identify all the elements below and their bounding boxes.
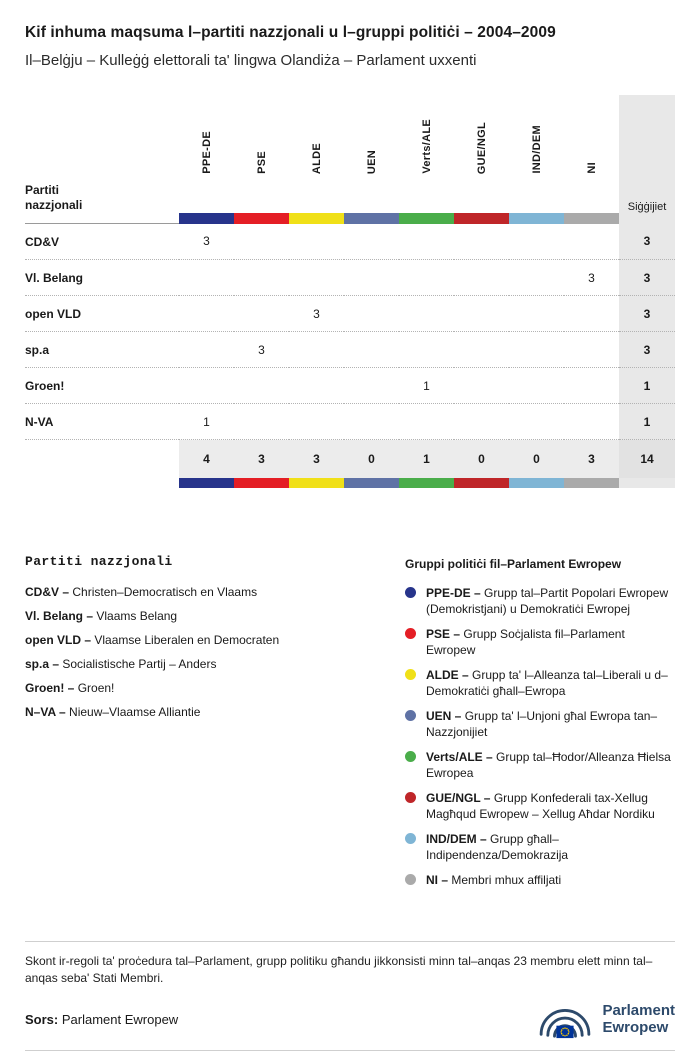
table-row — [25, 404, 675, 440]
legend-dot-icon — [405, 833, 416, 844]
seat-value-cell: 1 — [399, 368, 454, 404]
column-total-cell: 0 — [509, 440, 564, 479]
seat-value-cell — [179, 296, 234, 332]
legend-item: UEN – Grupp ta' l–Unjoni għal Ewropa tan–Nazzjonijiet — [405, 708, 675, 740]
group-color-bar — [454, 213, 509, 224]
legend-item: N–VA – Nieuw–Vlaamse Alliantie — [25, 705, 201, 719]
group-color-bar — [344, 213, 399, 224]
group-color-bar — [564, 213, 619, 224]
spacer-cell — [619, 213, 675, 224]
spacer-cell — [25, 478, 179, 488]
seat-value-cell — [564, 224, 619, 260]
group-color-bar — [509, 213, 564, 224]
column-header-ni: NI — [585, 162, 598, 174]
seat-value-cell: 3 — [179, 224, 234, 260]
column-header-ind-dem: IND/DEM — [530, 125, 543, 174]
seat-value-cell — [289, 260, 344, 296]
page-title: Kif inhuma maqsuma l–partiti nazzjonali u l–gruppi politiċi – 2004–2009 — [25, 24, 556, 41]
column-total-cell: 1 — [399, 440, 454, 479]
legend-item: PSE – Grupp Soċjalista fil–Parlament Ewropew — [405, 626, 675, 658]
seat-value-cell — [509, 404, 564, 440]
seat-value-cell: 3 — [564, 260, 619, 296]
table-row — [25, 368, 675, 404]
column-header-pse: PSE — [255, 151, 268, 174]
seat-value-cell — [289, 332, 344, 368]
seat-value-cell — [454, 260, 509, 296]
table-header-row — [25, 95, 675, 213]
seat-value-cell — [509, 260, 564, 296]
seat-value-cell — [234, 296, 289, 332]
seat-value-cell — [564, 404, 619, 440]
seat-value-cell — [344, 368, 399, 404]
seat-value-cell — [234, 404, 289, 440]
spacer-cell — [619, 478, 675, 488]
seat-value-cell — [454, 296, 509, 332]
row-total-cell: 1 — [619, 404, 675, 440]
legend-dot-icon — [405, 751, 416, 762]
group-color-bar — [289, 478, 344, 488]
seat-value-cell — [509, 332, 564, 368]
source-value: Parlament Ewropew — [61, 1011, 179, 1027]
seat-value-cell — [454, 404, 509, 440]
legend-parties-title: Partiti nazzjonali — [25, 554, 173, 569]
group-color-bar-row — [25, 213, 675, 224]
legend-section — [25, 554, 675, 897]
legend-dot-icon — [405, 874, 416, 885]
eu-flag-icon — [557, 1026, 574, 1038]
legend-item: Groen! – Groen! — [25, 681, 115, 695]
group-color-bar-row — [25, 478, 675, 488]
seat-value-cell — [564, 332, 619, 368]
column-header-verts-ale: Verts/ALE — [420, 119, 433, 174]
column-total-cell: 3 — [289, 440, 344, 479]
table-row — [25, 296, 675, 332]
party-name: open VLD — [25, 296, 179, 332]
group-color-bar — [179, 478, 234, 488]
legend-groups-title: Gruppi politiċi fil–Parlament Ewropew — [405, 557, 622, 571]
seat-value-cell — [399, 260, 454, 296]
legend-item: GUE/NGL – Grupp Konfederali tax-Xellug Magħqud Ewropew – Xellug Aħdar Nordiku — [405, 790, 675, 822]
column-total-cell: 0 — [344, 440, 399, 479]
column-total-cell: 0 — [454, 440, 509, 479]
seat-value-cell — [564, 368, 619, 404]
legend-dot-icon — [405, 587, 416, 598]
page-subtitle: Il–Belġju – Kulleġġ elettorali ta' lingwa Olandiża – Parlament uxxenti — [25, 52, 477, 69]
column-total-cell: 3 — [234, 440, 289, 479]
column-header-seats: Siġġijiet — [619, 95, 675, 213]
procedure-footnote: Skont ir-regoli ta' proċedura tal–Parlament, grupp politiku għandu jikkonsisti minn tal–anqas 23 membru elett minn tal–anqas seba' Stati Membri. — [25, 941, 675, 987]
seat-value-cell — [344, 332, 399, 368]
group-color-bar — [344, 478, 399, 488]
group-color-bar — [399, 213, 454, 224]
legend-item: IND/DEM – Grupp għall–Indipendenza/Demokrazija — [405, 831, 675, 863]
seat-value-cell — [289, 404, 344, 440]
seat-value-cell — [344, 260, 399, 296]
seat-value-cell — [234, 260, 289, 296]
hemicycle-icon — [536, 998, 594, 1040]
seat-value-cell — [509, 224, 564, 260]
row-total-cell: 3 — [619, 332, 675, 368]
table-row — [25, 260, 675, 296]
european-parliament-logo — [536, 998, 675, 1040]
group-color-bar — [564, 478, 619, 488]
seat-value-cell — [179, 332, 234, 368]
column-header-ppe-de: PPE-DE — [200, 131, 213, 174]
party-name: N-VA — [25, 404, 179, 440]
seat-value-cell: 1 — [179, 404, 234, 440]
legend-political-groups — [405, 554, 675, 897]
row-total-cell: 3 — [619, 224, 675, 260]
seat-value-cell — [399, 332, 454, 368]
spacer-cell — [25, 440, 179, 479]
legend-item: open VLD – Vlaamse Liberalen en Democraten — [25, 633, 280, 647]
table-row — [25, 332, 675, 368]
legend-dot-icon — [405, 710, 416, 721]
legend-item: NI – Membri mhux affiljati — [405, 872, 675, 888]
legend-dot-icon — [405, 792, 416, 803]
column-total-cell: 3 — [564, 440, 619, 479]
seat-value-cell — [234, 368, 289, 404]
seat-value-cell: 3 — [289, 296, 344, 332]
seat-value-cell — [399, 296, 454, 332]
column-total-cell: 4 — [179, 440, 234, 479]
spacer-cell — [25, 213, 179, 224]
party-name: Vl. Belang — [25, 260, 179, 296]
column-header-alde: ALDE — [310, 142, 323, 174]
seat-value-cell — [399, 224, 454, 260]
seat-value-cell — [289, 224, 344, 260]
group-color-bar — [234, 213, 289, 224]
seat-value-cell — [179, 260, 234, 296]
legend-item: Vl. Belang – Vlaams Belang — [25, 609, 178, 623]
group-color-bar — [289, 213, 344, 224]
totals-row — [25, 440, 675, 479]
logo-text: Parlament Ewropew — [602, 1002, 675, 1036]
seat-value-cell — [234, 224, 289, 260]
seat-value-cell — [454, 332, 509, 368]
party-name: Groen! — [25, 368, 179, 404]
seat-value-cell — [399, 404, 454, 440]
row-total-cell: 1 — [619, 368, 675, 404]
seat-value-cell — [564, 296, 619, 332]
party-name: CD&V — [25, 224, 179, 260]
seat-value-cell — [509, 368, 564, 404]
group-color-bar — [179, 213, 234, 224]
legend-national-parties — [25, 554, 405, 897]
seat-value-cell — [344, 404, 399, 440]
seat-value-cell — [179, 368, 234, 404]
legend-dot-icon — [405, 669, 416, 680]
source-text — [25, 1012, 178, 1027]
grand-total-cell: 14 — [619, 440, 675, 479]
seat-value-cell — [344, 224, 399, 260]
row-total-cell: 3 — [619, 260, 675, 296]
seat-value-cell — [289, 368, 344, 404]
row-total-cell: 3 — [619, 296, 675, 332]
legend-item: sp.a – Socialistische Partij – Anders — [25, 657, 217, 671]
legend-item: ALDE – Grupp ta' l–Alleanza tal–Liberali u d–Demokratiċi għall–Ewropa — [405, 667, 675, 699]
legend-item: CD&V – Christen–Democratisch en Vlaams — [25, 585, 258, 599]
party-name: sp.a — [25, 332, 179, 368]
legend-item: Verts/ALE – Grupp tal–Ħodor/Alleanza Ħielsa Ewropea — [405, 749, 675, 781]
seat-value-cell: 3 — [234, 332, 289, 368]
group-color-bar — [234, 478, 289, 488]
seat-value-cell — [454, 368, 509, 404]
seat-value-cell — [344, 296, 399, 332]
legend-dot-icon — [405, 628, 416, 639]
source-label: Sors: — [25, 1011, 59, 1027]
seats-table — [25, 95, 675, 488]
legend-item: PPE-DE – Grupp tal–Partit Popolari Ewropew (Demokristjani) u Demokratiċi Ewropej — [405, 585, 675, 617]
source-row — [25, 992, 675, 1051]
seat-value-cell — [454, 224, 509, 260]
group-color-bar — [509, 478, 564, 488]
column-header-uen: UEN — [365, 149, 378, 174]
seat-value-cell — [509, 296, 564, 332]
table-row — [25, 224, 675, 260]
group-color-bar — [399, 478, 454, 488]
column-header-gue-ngl: GUE/NGL — [475, 121, 488, 174]
row-axis-header: Partiti nazzjonali — [25, 183, 83, 212]
group-color-bar — [454, 478, 509, 488]
